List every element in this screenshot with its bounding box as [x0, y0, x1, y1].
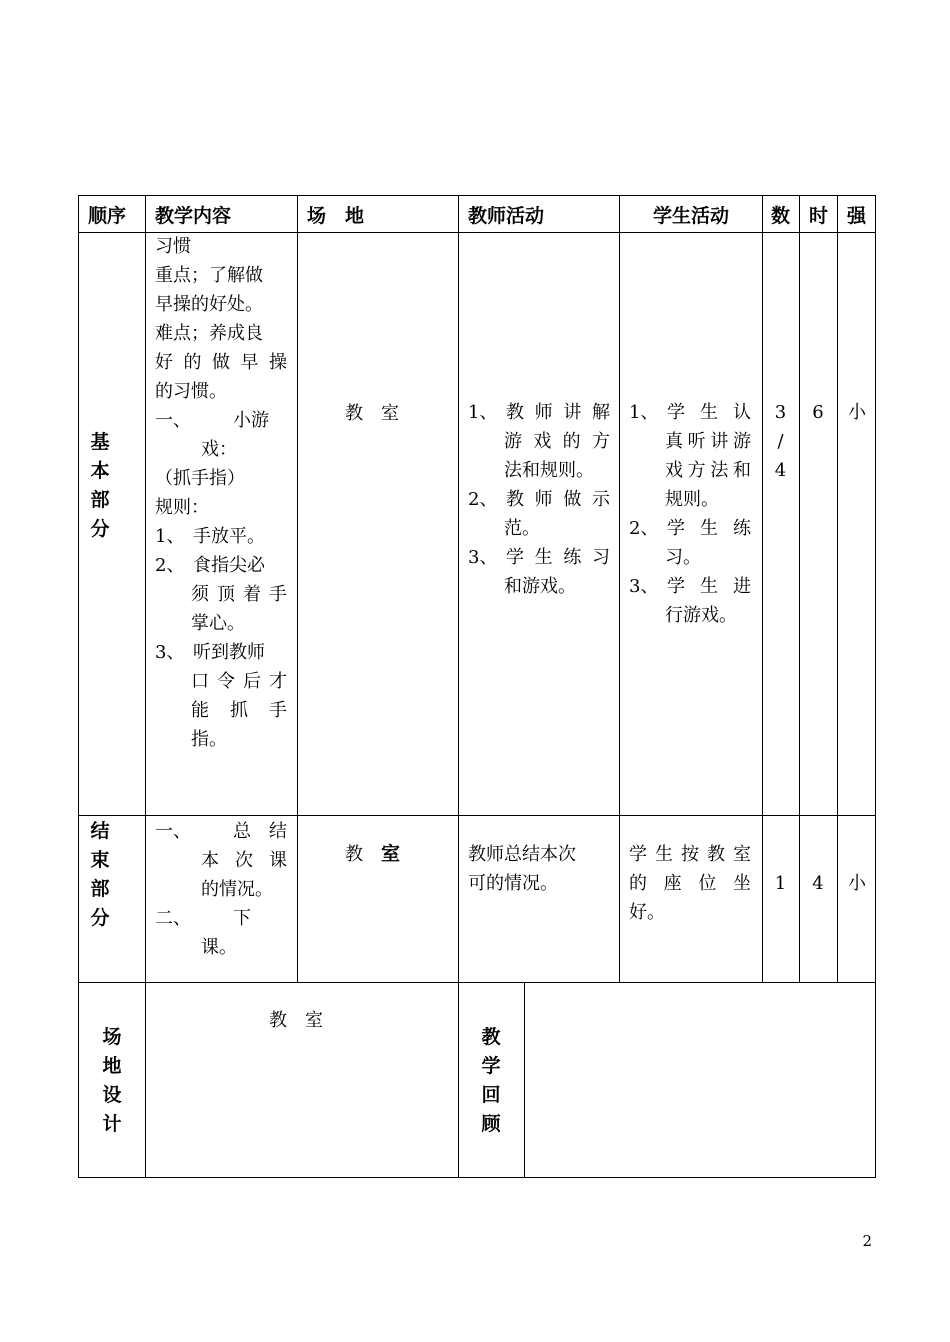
table-border-top [78, 195, 876, 196]
table-col-divider [799, 195, 800, 982]
page-number: 2 [862, 1232, 872, 1250]
table-border-left [78, 195, 79, 1177]
basic-intensity: 小 [848, 402, 866, 423]
basic-content: 习惯 重点；了解做 早操的好处。 难点；养成良 好的做早操 的习惯。 一、 小游 戏： （抓手指） 规则： 1、 手放平。 2、 食指尖必 须顶着手 掌心。 3、 听到教师 口令后才 能抓手 指。 [155, 236, 287, 750]
ending-venue: 教 室 [345, 843, 401, 865]
table-col-divider [762, 195, 763, 982]
table-col-divider [297, 195, 298, 982]
ending-teacher-activity: 教师总结本次 可的情况。 [468, 844, 576, 894]
basic-count: 3 / 4 [774, 402, 787, 481]
table-border-right [875, 195, 876, 1177]
venue-design-content: 教 室 [269, 1010, 323, 1031]
section-label-ending: 结 束 部 分 [90, 820, 110, 929]
header-teacher-activity: 教师活动 [468, 205, 545, 227]
ending-time: 4 [812, 873, 824, 894]
header-count: 数 [771, 205, 791, 227]
table-col-divider [837, 195, 838, 982]
teaching-review-label: 教 学 回 顾 [481, 1026, 501, 1135]
basic-student-activity: 1、 学生认 真听讲游 戏方法和 规则。 2、 学生练 习。 3、 学生进 行游戏。 [629, 402, 751, 626]
header-venue: 场 地 [307, 205, 365, 227]
table-row-divider-ending [78, 982, 876, 983]
header-content: 教学内容 [155, 205, 232, 227]
table-col-divider [524, 982, 525, 1177]
basic-teacher-activity: 1、 教师讲解 游戏的方 法和规则。 2、 教师做示 范。 3、 学生练习 和游戏。 [468, 402, 610, 597]
header-order: 顺序 [88, 205, 127, 227]
basic-venue: 教 室 [345, 403, 399, 424]
table-border-bottom [78, 1177, 876, 1178]
header-student-activity: 学生活动 [653, 205, 730, 227]
venue-design-label: 场 地 设 计 [102, 1026, 122, 1135]
ending-content: 一、 总结 本次课 的情况。 二、 下 课。 [155, 821, 287, 958]
ending-student-activity: 学生按教室 的座位坐 好。 [629, 844, 751, 923]
table-col-divider [458, 195, 459, 1177]
section-label-basic: 基 本 部 分 [90, 431, 110, 540]
ending-count: 1 [774, 873, 787, 894]
basic-time: 6 [812, 402, 824, 423]
table-row-divider-basic [78, 815, 876, 816]
table-col-divider [619, 195, 620, 982]
header-intensity: 强 [847, 205, 867, 227]
header-time: 时 [809, 205, 829, 227]
table-col-divider [145, 195, 146, 1177]
ending-intensity: 小 [848, 873, 866, 894]
